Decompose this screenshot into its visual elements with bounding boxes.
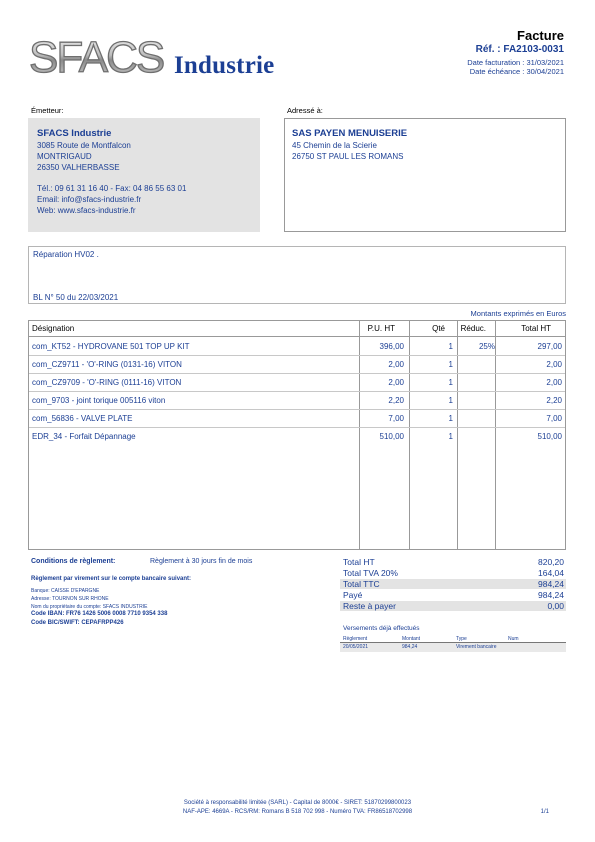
row-unit-price: 2,20 — [388, 396, 404, 405]
row-quantity: 1 — [448, 396, 453, 405]
row-unit-price: 2,00 — [388, 360, 404, 369]
invoice-date: Date facturation : 31/03/2021 — [467, 58, 564, 67]
payments-table — [340, 635, 566, 652]
table-row — [29, 356, 565, 374]
invoice-reference: Réf. : FA2103-0031 — [475, 44, 564, 55]
bank-transfer-title: Règlement par virement sur le compte bancaire suivant: — [31, 576, 192, 582]
page-number: 1/1 — [540, 809, 549, 815]
payment-terms-value: Règlement à 30 jours fin de mois — [150, 558, 253, 565]
total-label: Total TTC — [343, 579, 380, 589]
remaining-row — [340, 601, 566, 612]
row-total: 2,00 — [546, 360, 562, 369]
payment-terms-label: Conditions de règlement: — [31, 558, 116, 565]
note-delivery-ref: BL N° 50 du 22/03/2021 — [33, 293, 119, 302]
table-row — [29, 428, 565, 446]
row-unit-price: 2,00 — [388, 378, 404, 387]
row-total: 2,20 — [546, 396, 562, 405]
total-label: Total TVA 20% — [343, 568, 398, 578]
row-quantity: 1 — [448, 378, 453, 387]
total-value: 984,24 — [538, 579, 564, 589]
header-total: Total HT — [521, 324, 551, 333]
row-designation: com_56836 - VALVE PLATE — [32, 414, 133, 423]
emitter-phone: Tél.: 09 61 31 16 40 - Fax: 04 86 55 63 01 — [37, 184, 187, 193]
bank-account-owner: Nom du propriétaire du compte: SFACS INDUSTRIE — [31, 604, 148, 610]
document-title: Facture — [517, 28, 564, 43]
row-unit-price: 7,00 — [388, 414, 404, 423]
recipient-name: SAS PAYEN MENUISERIE — [292, 128, 408, 139]
recipient-address-line: 45 Chemin de la Scierie — [292, 141, 377, 150]
recipient-label: Adressé à: — [287, 106, 323, 115]
payments-header-amount: Montant — [402, 636, 421, 642]
bank-name: Banque: CAISSE D'EPARGNE — [31, 588, 100, 594]
row-unit-price: 396,00 — [379, 342, 404, 351]
invoice-note-box — [28, 246, 566, 304]
logo-industrie-text: Industrie — [174, 52, 275, 79]
payments-header-date: Règlement — [343, 636, 368, 642]
payments-header-type: Type — [456, 636, 467, 642]
emitter-name: SFACS Industrie — [37, 128, 112, 139]
header-unit-price: P.U. HT — [367, 324, 395, 333]
due-date: Date échéance : 30/04/2021 — [469, 67, 564, 76]
payment-row — [340, 643, 566, 652]
total-label: Total HT — [343, 557, 375, 567]
table-row — [29, 374, 565, 392]
company-logo — [28, 30, 288, 82]
row-total: 2,00 — [546, 378, 562, 387]
header-designation: Désignation — [32, 324, 75, 333]
bank-iban: Code IBAN: FR76 1426 5006 0008 7710 9354 338 — [31, 611, 168, 617]
svg-text:SFACS: SFACS — [29, 33, 164, 82]
total-value: 164,04 — [538, 568, 564, 578]
items-table — [28, 320, 566, 550]
row-designation: com_KT52 - HYDROVANE 501 TOP UP KIT — [32, 342, 190, 351]
row-total: 297,00 — [537, 342, 562, 351]
emitter-label: Émetteur: — [31, 106, 64, 115]
emitter-address-line: MONTRIGAUD — [37, 152, 92, 161]
footer-registration-line: NAF-APE: 4669A - RCS/RM: Romans B 518 702 998 - Numéro TVA: FR86518702998 — [182, 809, 413, 815]
row-total: 510,00 — [537, 432, 562, 441]
row-quantity: 1 — [448, 360, 453, 369]
payment-date: 20/05/2021 — [343, 644, 369, 650]
total-tva-row — [340, 568, 566, 579]
row-unit-price: 510,00 — [379, 432, 404, 441]
payments-title: Versements déjà effectués — [343, 625, 420, 632]
bank-bic: Code BIC/SWIFT: CEPAFRPP426 — [31, 620, 124, 626]
total-value: 984,24 — [538, 590, 564, 600]
paid-row — [340, 590, 566, 601]
row-designation: com_9703 - joint torique 005116 viton — [32, 396, 166, 405]
bank-address: Adresse: TOURNON SUR RHONE — [31, 596, 109, 602]
payments-header-num: Num — [508, 636, 519, 642]
header-quantity: Qté — [432, 324, 445, 333]
sfacs-logo-mark — [28, 30, 170, 82]
row-designation: com_CZ9711 - 'O'-RING (0131-16) VITON — [32, 360, 182, 369]
recipient-address-line: 26750 ST PAUL LES ROMANS — [292, 152, 404, 161]
emitter-address-line: 3085 Route de Montfalcon — [37, 141, 131, 150]
payments-header — [340, 635, 566, 643]
emitter-box — [28, 118, 260, 232]
footer-legal-line: Société à responsabilité limitée (SARL) - Capital de 8000€ - SIRET: 51870299800023 — [183, 800, 412, 806]
totals-block — [340, 557, 566, 612]
emitter-email: Email: info@sfacs-industrie.fr — [37, 195, 142, 204]
emitter-web: Web: www.sfacs-industrie.fr — [37, 206, 136, 215]
row-designation: com_CZ9709 - 'O'-RING (0111-16) VITON — [32, 378, 182, 387]
total-label: Payé — [343, 590, 363, 600]
table-row — [29, 338, 565, 356]
total-label: Reste à payer — [343, 601, 396, 611]
row-quantity: 1 — [448, 414, 453, 423]
recipient-box — [284, 118, 566, 232]
total-ttc-row — [340, 579, 566, 590]
emitter-address-line: 26350 VALHERBASSE — [37, 163, 120, 172]
items-table-header — [29, 321, 565, 337]
row-quantity: 1 — [448, 432, 453, 441]
note-description: Réparation HV02 . — [33, 250, 99, 259]
header-discount: Réduc. — [460, 324, 486, 333]
row-total: 7,00 — [546, 414, 562, 423]
payment-amount: 984,24 — [402, 644, 418, 650]
currency-note: Montants exprimés en Euros — [470, 309, 566, 318]
payment-type: Virement bancaire — [456, 644, 497, 650]
row-discount: 25% — [478, 342, 495, 351]
table-row — [29, 410, 565, 428]
table-row — [29, 392, 565, 410]
total-ht-row — [340, 557, 566, 568]
total-value: 820,20 — [538, 557, 564, 567]
row-quantity: 1 — [448, 342, 453, 351]
row-designation: EDR_34 - Forfait Dépannage — [32, 432, 136, 441]
total-value: 0,00 — [547, 601, 564, 611]
